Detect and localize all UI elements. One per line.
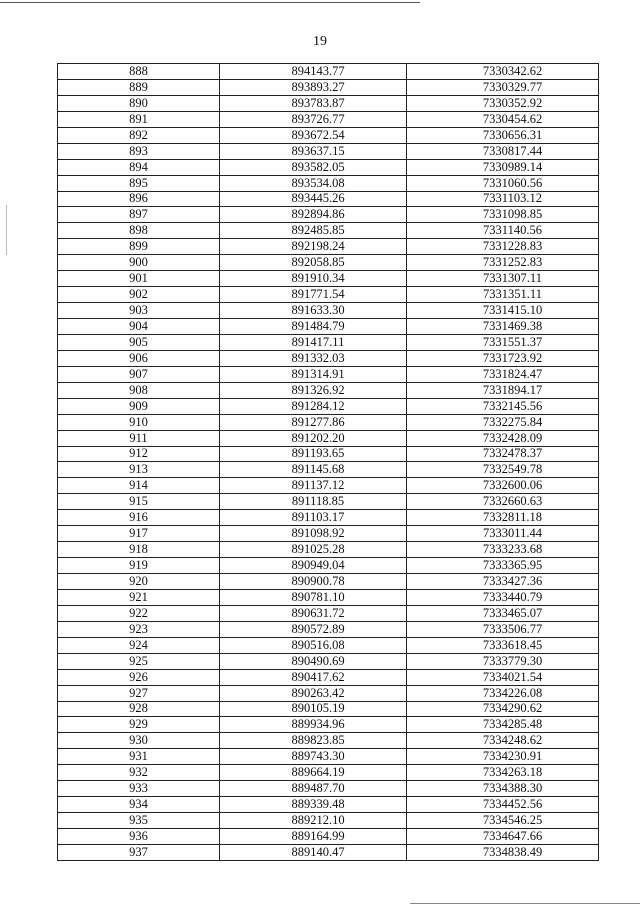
point-number-cell: 898 <box>58 223 220 239</box>
x-coordinate-cell: 893783.87 <box>220 95 407 111</box>
y-coordinate-cell: 7333465.07 <box>407 605 599 621</box>
y-coordinate-cell: 7334290.62 <box>407 701 599 717</box>
table-row <box>58 111 599 127</box>
x-coordinate-cell: 890572.89 <box>220 621 407 637</box>
point-number-cell: 892 <box>58 127 220 143</box>
x-coordinate-cell: 891137.12 <box>220 478 407 494</box>
point-number-cell: 931 <box>58 749 220 765</box>
point-number-cell: 922 <box>58 605 220 621</box>
y-coordinate-cell: 7330989.14 <box>407 159 599 175</box>
x-coordinate-cell: 891277.86 <box>220 414 407 430</box>
x-coordinate-cell: 889823.85 <box>220 733 407 749</box>
y-coordinate-cell: 7334248.62 <box>407 733 599 749</box>
point-number-cell: 914 <box>58 478 220 494</box>
point-number-cell: 905 <box>58 334 220 350</box>
point-number-cell: 915 <box>58 494 220 510</box>
y-coordinate-cell: 7333506.77 <box>407 621 599 637</box>
top-rule <box>0 2 420 3</box>
y-coordinate-cell: 7331894.17 <box>407 382 599 398</box>
y-coordinate-cell: 7331551.37 <box>407 334 599 350</box>
x-coordinate-cell: 890263.42 <box>220 685 407 701</box>
point-number-cell: 903 <box>58 303 220 319</box>
x-coordinate-cell: 894143.77 <box>220 64 407 80</box>
y-coordinate-cell: 7332660.63 <box>407 494 599 510</box>
y-coordinate-cell: 7331103.12 <box>407 191 599 207</box>
y-coordinate-cell: 7334647.66 <box>407 829 599 845</box>
y-coordinate-cell: 7332600.06 <box>407 478 599 494</box>
x-coordinate-cell: 889339.48 <box>220 797 407 813</box>
table-row <box>58 797 599 813</box>
table-row <box>58 478 599 494</box>
x-coordinate-cell: 890105.19 <box>220 701 407 717</box>
table-row <box>58 685 599 701</box>
coordinates-table-body <box>58 64 599 861</box>
x-coordinate-cell: 889934.96 <box>220 717 407 733</box>
x-coordinate-cell: 891633.30 <box>220 303 407 319</box>
x-coordinate-cell: 889743.30 <box>220 749 407 765</box>
point-number-cell: 927 <box>58 685 220 701</box>
point-number-cell: 934 <box>58 797 220 813</box>
table-row <box>58 621 599 637</box>
point-number-cell: 909 <box>58 398 220 414</box>
table-row <box>58 813 599 829</box>
point-number-cell: 932 <box>58 765 220 781</box>
point-number-cell: 888 <box>58 64 220 80</box>
point-number-cell: 923 <box>58 621 220 637</box>
x-coordinate-cell: 890949.04 <box>220 558 407 574</box>
y-coordinate-cell: 7332275.84 <box>407 414 599 430</box>
table-row <box>58 526 599 542</box>
point-number-cell: 929 <box>58 717 220 733</box>
table-row <box>58 669 599 685</box>
point-number-cell: 907 <box>58 366 220 382</box>
point-number-cell: 924 <box>58 637 220 653</box>
y-coordinate-cell: 7330342.62 <box>407 64 599 80</box>
x-coordinate-cell: 891098.92 <box>220 526 407 542</box>
y-coordinate-cell: 7333365.95 <box>407 558 599 574</box>
x-coordinate-cell: 889664.19 <box>220 765 407 781</box>
x-coordinate-cell: 890417.62 <box>220 669 407 685</box>
point-number-cell: 896 <box>58 191 220 207</box>
y-coordinate-cell: 7331252.83 <box>407 255 599 271</box>
table-row <box>58 382 599 398</box>
y-coordinate-cell: 7330352.92 <box>407 95 599 111</box>
y-coordinate-cell: 7330329.77 <box>407 79 599 95</box>
point-number-cell: 897 <box>58 207 220 223</box>
point-number-cell: 912 <box>58 446 220 462</box>
point-number-cell: 891 <box>58 111 220 127</box>
x-coordinate-cell: 891202.20 <box>220 430 407 446</box>
y-coordinate-cell: 7331469.38 <box>407 319 599 335</box>
x-coordinate-cell: 893672.54 <box>220 127 407 143</box>
point-number-cell: 911 <box>58 430 220 446</box>
point-number-cell: 920 <box>58 574 220 590</box>
page-number: 19 <box>313 34 327 49</box>
table-row <box>58 542 599 558</box>
table-row <box>58 223 599 239</box>
x-coordinate-cell: 889164.99 <box>220 829 407 845</box>
point-number-cell: 921 <box>58 589 220 605</box>
table-row <box>58 127 599 143</box>
table-row <box>58 350 599 366</box>
y-coordinate-cell: 7334285.48 <box>407 717 599 733</box>
point-number-cell: 935 <box>58 813 220 829</box>
x-coordinate-cell: 891771.54 <box>220 287 407 303</box>
point-number-cell: 933 <box>58 781 220 797</box>
y-coordinate-cell: 7333427.36 <box>407 574 599 590</box>
y-coordinate-cell: 7333233.68 <box>407 542 599 558</box>
y-coordinate-cell: 7331140.56 <box>407 223 599 239</box>
y-coordinate-cell: 7333618.45 <box>407 637 599 653</box>
table-row <box>58 191 599 207</box>
y-coordinate-cell: 7334021.54 <box>407 669 599 685</box>
x-coordinate-cell: 891284.12 <box>220 398 407 414</box>
y-coordinate-cell: 7332478.37 <box>407 446 599 462</box>
table-row <box>58 303 599 319</box>
x-coordinate-cell: 893893.27 <box>220 79 407 95</box>
y-coordinate-cell: 7333011.44 <box>407 526 599 542</box>
point-number-cell: 900 <box>58 255 220 271</box>
table-row <box>58 79 599 95</box>
y-coordinate-cell: 7330656.31 <box>407 127 599 143</box>
point-number-cell: 926 <box>58 669 220 685</box>
x-coordinate-cell: 891332.03 <box>220 350 407 366</box>
table-row <box>58 446 599 462</box>
point-number-cell: 928 <box>58 701 220 717</box>
table-row <box>58 207 599 223</box>
table-row <box>58 319 599 335</box>
table-row <box>58 781 599 797</box>
point-number-cell: 902 <box>58 287 220 303</box>
table-row <box>58 558 599 574</box>
y-coordinate-cell: 7334263.18 <box>407 765 599 781</box>
table-row <box>58 589 599 605</box>
x-coordinate-cell: 891193.65 <box>220 446 407 462</box>
margin-mark <box>6 205 7 255</box>
coordinates-table <box>57 63 599 861</box>
x-coordinate-cell: 893534.08 <box>220 175 407 191</box>
table-row <box>58 733 599 749</box>
table-row <box>58 287 599 303</box>
table-row <box>58 95 599 111</box>
table-row <box>58 605 599 621</box>
table-row <box>58 366 599 382</box>
y-coordinate-cell: 7334230.91 <box>407 749 599 765</box>
point-number-cell: 906 <box>58 350 220 366</box>
table-row <box>58 510 599 526</box>
x-coordinate-cell: 891326.92 <box>220 382 407 398</box>
x-coordinate-cell: 890631.72 <box>220 605 407 621</box>
point-number-cell: 908 <box>58 382 220 398</box>
x-coordinate-cell: 891314.91 <box>220 366 407 382</box>
x-coordinate-cell: 891145.68 <box>220 462 407 478</box>
point-number-cell: 895 <box>58 175 220 191</box>
point-number-cell: 899 <box>58 239 220 255</box>
x-coordinate-cell: 890516.08 <box>220 637 407 653</box>
point-number-cell: 889 <box>58 79 220 95</box>
y-coordinate-cell: 7334452.56 <box>407 797 599 813</box>
x-coordinate-cell: 889487.70 <box>220 781 407 797</box>
y-coordinate-cell: 7334838.49 <box>407 844 599 860</box>
y-coordinate-cell: 7331351.11 <box>407 287 599 303</box>
y-coordinate-cell: 7333779.30 <box>407 653 599 669</box>
table-row <box>58 494 599 510</box>
x-coordinate-cell: 891417.11 <box>220 334 407 350</box>
point-number-cell: 918 <box>58 542 220 558</box>
y-coordinate-cell: 7331098.85 <box>407 207 599 223</box>
point-number-cell: 901 <box>58 271 220 287</box>
point-number-cell: 893 <box>58 143 220 159</box>
table-row <box>58 844 599 860</box>
table-row <box>58 653 599 669</box>
table-row <box>58 414 599 430</box>
table-row <box>58 829 599 845</box>
point-number-cell: 925 <box>58 653 220 669</box>
y-coordinate-cell: 7334226.08 <box>407 685 599 701</box>
x-coordinate-cell: 892198.24 <box>220 239 407 255</box>
point-number-cell: 937 <box>58 844 220 860</box>
x-coordinate-cell: 890781.10 <box>220 589 407 605</box>
y-coordinate-cell: 7331723.92 <box>407 350 599 366</box>
bottom-rule <box>410 903 640 904</box>
y-coordinate-cell: 7331307.11 <box>407 271 599 287</box>
table-row <box>58 255 599 271</box>
y-coordinate-cell: 7332428.09 <box>407 430 599 446</box>
point-number-cell: 936 <box>58 829 220 845</box>
x-coordinate-cell: 892894.86 <box>220 207 407 223</box>
y-coordinate-cell: 7331824.47 <box>407 366 599 382</box>
x-coordinate-cell: 893726.77 <box>220 111 407 127</box>
y-coordinate-cell: 7332145.56 <box>407 398 599 414</box>
y-coordinate-cell: 7331060.56 <box>407 175 599 191</box>
y-coordinate-cell: 7330454.62 <box>407 111 599 127</box>
table-row <box>58 717 599 733</box>
point-number-cell: 917 <box>58 526 220 542</box>
x-coordinate-cell: 890900.78 <box>220 574 407 590</box>
x-coordinate-cell: 891118.85 <box>220 494 407 510</box>
point-number-cell: 904 <box>58 319 220 335</box>
table-row <box>58 749 599 765</box>
x-coordinate-cell: 889140.47 <box>220 844 407 860</box>
table-row <box>58 462 599 478</box>
table-row <box>58 334 599 350</box>
x-coordinate-cell: 891484.79 <box>220 319 407 335</box>
x-coordinate-cell: 892485.85 <box>220 223 407 239</box>
x-coordinate-cell: 891025.28 <box>220 542 407 558</box>
x-coordinate-cell: 892058.85 <box>220 255 407 271</box>
table-row <box>58 175 599 191</box>
point-number-cell: 910 <box>58 414 220 430</box>
point-number-cell: 916 <box>58 510 220 526</box>
point-number-cell: 890 <box>58 95 220 111</box>
table-row <box>58 430 599 446</box>
table-row <box>58 637 599 653</box>
table-row <box>58 398 599 414</box>
table-row <box>58 701 599 717</box>
table-row <box>58 64 599 80</box>
x-coordinate-cell: 893582.05 <box>220 159 407 175</box>
x-coordinate-cell: 889212.10 <box>220 813 407 829</box>
y-coordinate-cell: 7333440.79 <box>407 589 599 605</box>
point-number-cell: 894 <box>58 159 220 175</box>
y-coordinate-cell: 7332549.78 <box>407 462 599 478</box>
table-row <box>58 143 599 159</box>
table-row <box>58 765 599 781</box>
y-coordinate-cell: 7330817.44 <box>407 143 599 159</box>
table-row <box>58 574 599 590</box>
x-coordinate-cell: 891103.17 <box>220 510 407 526</box>
table-row <box>58 271 599 287</box>
table-row <box>58 159 599 175</box>
point-number-cell: 930 <box>58 733 220 749</box>
y-coordinate-cell: 7331228.83 <box>407 239 599 255</box>
point-number-cell: 913 <box>58 462 220 478</box>
y-coordinate-cell: 7332811.18 <box>407 510 599 526</box>
y-coordinate-cell: 7331415.10 <box>407 303 599 319</box>
y-coordinate-cell: 7334546.25 <box>407 813 599 829</box>
y-coordinate-cell: 7334388.30 <box>407 781 599 797</box>
x-coordinate-cell: 893445.26 <box>220 191 407 207</box>
x-coordinate-cell: 893637.15 <box>220 143 407 159</box>
table-row <box>58 239 599 255</box>
point-number-cell: 919 <box>58 558 220 574</box>
x-coordinate-cell: 891910.34 <box>220 271 407 287</box>
x-coordinate-cell: 890490.69 <box>220 653 407 669</box>
